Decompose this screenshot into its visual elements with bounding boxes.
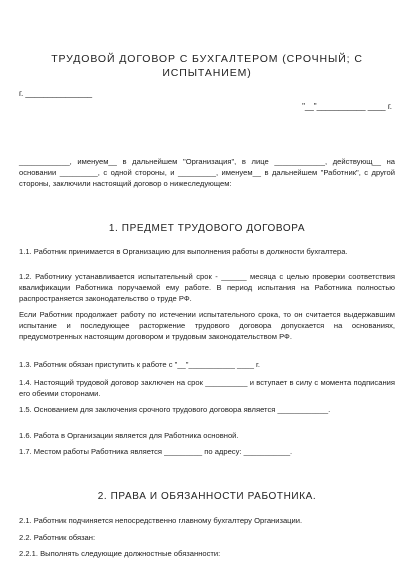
city-field: г. _______________ — [19, 89, 93, 98]
clause-1-7: 1.7. Местом работы Работника является _________ по адресу: ___________. — [19, 447, 293, 456]
title-line-2: ИСПЫТАНИЕМ) — [162, 67, 252, 79]
section-2-title: 2. ПРАВА И ОБЯЗАННОСТИ РАБОТНИКА. — [97, 491, 317, 502]
clause-2-2-1: 2.2.1. Выполнять следующие должностные обязанности: — [19, 549, 221, 558]
clause-1-1: 1.1. Работник принимается в Организацию для выполнения работы в должности бухгалтера. — [19, 247, 348, 256]
clause-2-2: 2.2. Работник обязан: — [19, 533, 96, 542]
clause-1-2: 1.2. Работнику устанавливается испытательный срок - ______ месяца с целью проверки соответствия квалификации Работника поручаемой ему работе. В период испытания на Работника полностью распространяется законодательство о труде РФ. — [19, 272, 395, 303]
section-1-title: 1. ПРЕДМЕТ ТРУДОВОГО ДОГОВОРА — [108, 223, 306, 234]
clause-1-4: 1.4. Настоящий трудовой договор заключен на срок __________ и вступает в силу с момента подписания его обеими сторонами. — [19, 378, 395, 398]
clause-1-3: 1.3. Работник обязан приступить к работе с "__"___________ ____ г. — [19, 360, 260, 369]
intro-paragraph: ____________, именуем__ в дальнейшем "Организация", в лице ____________, действующ__ на основании _________, с одной стороны, и _________, именуем__ в дальнейшем "Работник", с другой стороны, заключили настоящий договор о нижеследующем: — [19, 157, 395, 188]
clause-2-1: 2.1. Работник подчиняется непосредственно главному бухгалтеру Организации. — [19, 516, 303, 525]
date-field: "__"___________ ____ г. — [302, 102, 392, 111]
clause-1-2-continued: Если Работник продолжает работу по истечении испытательного срока, то он считается выдержавшим испытание и последующее расторжение трудового договора допускается на основаниях, предусмотренных настоящим договором и трудовым законодательством РФ. — [19, 310, 395, 341]
title-line-1: ТРУДОВОЙ ДОГОВОР С БУХГАЛТЕРОМ (СРОЧНЫЙ; С — [51, 53, 363, 65]
document-title — [0, 52, 414, 80]
clause-1-6: 1.6. Работа в Организации является для Работника основной. — [19, 431, 239, 440]
clause-1-5: 1.5. Основанием для заключения срочного трудового договора является ____________. — [19, 405, 331, 414]
